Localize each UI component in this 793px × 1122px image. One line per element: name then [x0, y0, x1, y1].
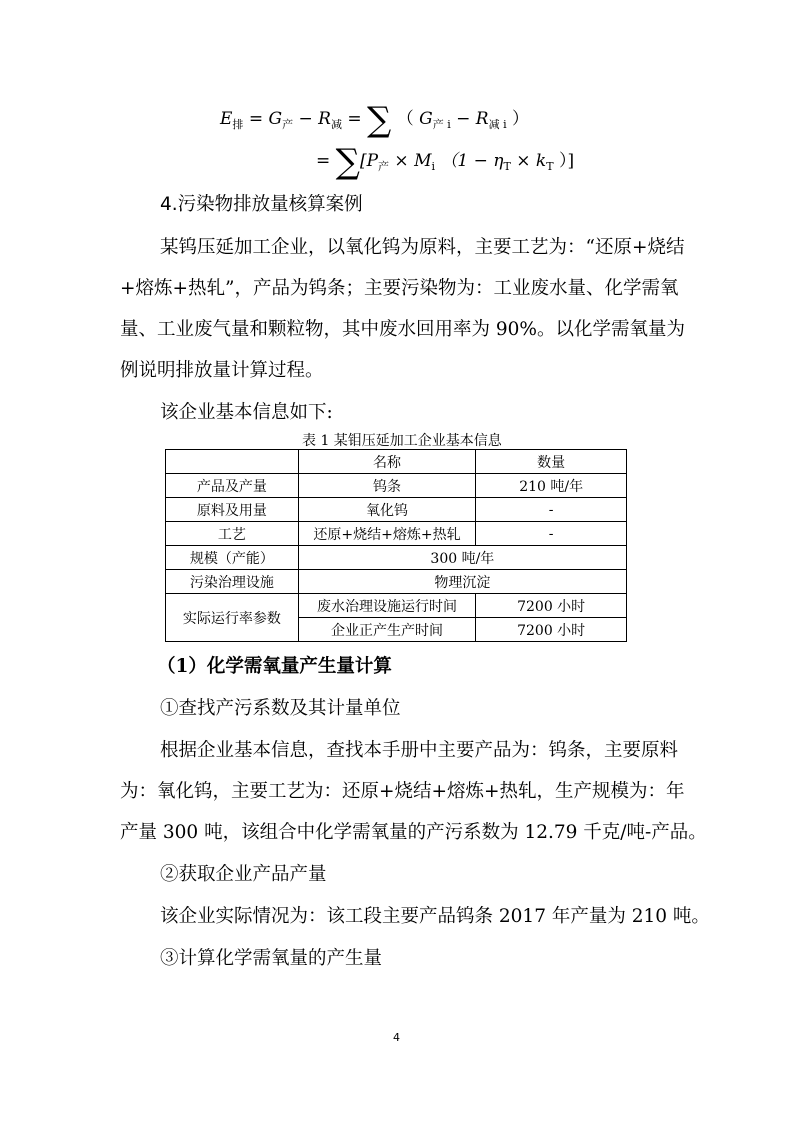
page-number: 4: [393, 1031, 400, 1044]
table-cell: 210 吨/年: [476, 474, 627, 498]
table-cell: -: [476, 522, 627, 546]
table-cell: 300 吨/年: [298, 546, 626, 570]
table-header-row: [166, 450, 627, 474]
step1-line-3: 产量 300 吨，该组合中化学需氧量的产污系数为 12.79 千克/吨-产品。: [120, 822, 707, 843]
formula-r: R: [318, 109, 331, 129]
table-cell: 7200 小时: [476, 594, 627, 618]
table-row: [166, 570, 627, 594]
table-cell: 钨条: [298, 474, 476, 498]
formula-p: [P: [359, 151, 379, 171]
formula-eta-sub: T: [503, 160, 511, 173]
table-header-cell: [166, 450, 299, 474]
table-cell: 产品及产量: [166, 474, 299, 498]
formula-paren-close: ）: [512, 109, 530, 129]
basic-info-intro: 该企业基本信息如下:: [160, 402, 333, 423]
intro-line-2: +熔炼+热轧”，产品为钨条；主要污染物为：工业废水量、化学需氧: [120, 278, 679, 299]
formula-line-1: [220, 100, 529, 140]
formula-g: G: [268, 109, 283, 129]
formula-eta: （1 − η: [440, 151, 504, 171]
formula-line-2: [316, 142, 574, 182]
formula-p-sub: 产: [378, 160, 390, 173]
formula-k-sub: T: [546, 160, 554, 173]
formula-r-sub: 减: [330, 118, 342, 131]
table-cell: 污染治理设施: [166, 570, 299, 594]
table-cell: 氧化钨: [298, 498, 476, 522]
table-row: [166, 498, 627, 522]
step2-title: ②获取企业产品产量: [160, 864, 327, 885]
table-cell: 工艺: [166, 522, 299, 546]
table-cell: 7200 小时: [476, 618, 627, 642]
formula-eq-3: =: [316, 151, 331, 171]
table-cell: 企业正产生产时间: [298, 618, 476, 642]
formula-minus-2: −: [456, 109, 471, 129]
table-cell: 规模（产能）: [166, 546, 299, 570]
intro-line-4: 例说明排放量计算过程。: [120, 360, 324, 381]
subheading: （1）化学需氧量产生量计算: [157, 656, 392, 677]
table-row: [166, 522, 627, 546]
formula-minus-1: −: [298, 109, 313, 129]
step1-line-1: 根据企业基本信息，查找本手册中主要产品为：钨条，主要原料: [160, 740, 679, 761]
basic-info-table: [165, 449, 627, 642]
intro-line-1: 某钨压延加工企业，以氧化钨为原料，主要工艺为：“还原+烧结: [160, 237, 685, 258]
section-heading: 4.污染物排放量核算案例: [160, 194, 363, 215]
table-cell: 还原+烧结+熔炼+热轧: [298, 522, 476, 546]
table-cell: 物理沉淀: [298, 570, 626, 594]
formula-paren-open: （: [396, 109, 414, 129]
table-row: [166, 594, 627, 618]
table-row: [166, 474, 627, 498]
table-caption: 表 1 某钼压延加工企业基本信息: [302, 433, 502, 449]
formula-ri: R: [475, 109, 489, 129]
sum-symbol-1: ∑: [367, 100, 392, 140]
intro-line-3: 量、工业废气量和颗粒物，其中废水回用率为 90%。以化学需氧量为: [120, 319, 686, 340]
step1-title: ①查找产污系数及其计量单位: [160, 698, 401, 719]
sum-symbol-2: ∑: [335, 142, 360, 182]
table-row: [166, 546, 627, 570]
formula-g-sub: 产: [282, 118, 294, 131]
table-header-cell: 名称: [298, 450, 476, 474]
formula-ri-sub: 减 i: [488, 118, 507, 131]
formula-m-sub: i: [431, 160, 436, 173]
formula-k: × k: [516, 151, 547, 171]
table-header-cell: 数量: [476, 450, 627, 474]
formula-close: ）]: [558, 151, 575, 171]
table-cell: 废水治理设施运行时间: [298, 594, 476, 618]
formula-e-sub: 排: [232, 118, 244, 131]
formula-m: M: [414, 151, 432, 171]
table-cell: -: [476, 498, 627, 522]
formula-gi-sub: 产 i: [432, 118, 451, 131]
table-cell: 实际运行率参数: [166, 594, 299, 642]
formula-gi: G: [419, 109, 433, 129]
table-cell: 原料及用量: [166, 498, 299, 522]
step2-line: 该企业实际情况为：该工段主要产品钨条 2017 年产量为 210 吨。: [160, 906, 710, 927]
step1-line-2: 为：氧化钨，主要工艺为：还原+烧结+熔炼+热轧，生产规模为：年: [120, 781, 685, 802]
formula-eq-1: =: [248, 109, 264, 129]
step3-title: ③计算化学需氧量的产生量: [160, 948, 383, 969]
formula-eq-2: =: [347, 109, 362, 129]
formula-e: E: [220, 109, 233, 129]
formula-times-1: ×: [394, 151, 409, 171]
